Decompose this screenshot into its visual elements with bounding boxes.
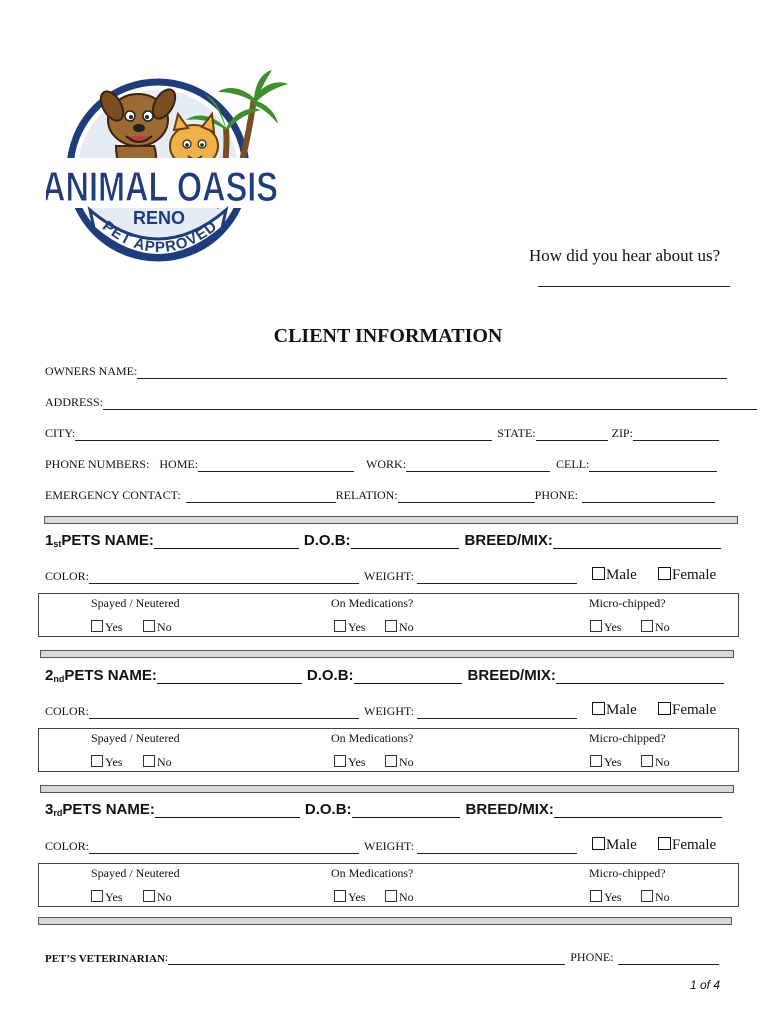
- female-checkbox-icon[interactable]: [658, 702, 671, 715]
- animal-oasis-logo: [46, 58, 296, 263]
- pet-2-header: [45, 667, 724, 684]
- pet-3-meds-no[interactable]: No: [385, 890, 414, 905]
- pet-3-breed-label: BREED/MIX:: [465, 801, 554, 818]
- state-label: STATE:: [497, 426, 536, 440]
- checkbox-icon[interactable]: [641, 620, 653, 632]
- zip-field[interactable]: [633, 428, 719, 441]
- pet-1-meds-yes[interactable]: Yes: [334, 620, 365, 635]
- veterinarian-row: [45, 950, 719, 965]
- veterinarian-colon: :: [164, 950, 169, 964]
- checkbox-icon[interactable]: [91, 890, 103, 902]
- section-divider: [44, 516, 738, 524]
- pet-1-microchip-label: Micro-chipped?: [589, 596, 666, 610]
- emergency-phone-field[interactable]: [582, 490, 715, 503]
- pet-1-weight-field[interactable]: [417, 571, 577, 584]
- pet-3-weight-field[interactable]: [417, 841, 577, 854]
- pet-3-color-row: [45, 839, 577, 854]
- emergency-contact-field[interactable]: [186, 490, 336, 503]
- pet-3-name-label: PETS NAME:: [62, 801, 155, 818]
- veterinarian-field[interactable]: [168, 952, 565, 965]
- pet-3-weight-label: WEIGHT:: [364, 839, 415, 853]
- pet-2-medications-label: On Medications?: [331, 731, 414, 745]
- pet-3-microchip-label: Micro-chipped?: [589, 866, 666, 880]
- pet-1-spayed-label: Spayed / Neutered: [91, 596, 180, 610]
- pet-2-weight-field[interactable]: [417, 706, 577, 719]
- pet-2-male-option[interactable]: [592, 702, 637, 719]
- work-phone-field[interactable]: [406, 459, 550, 472]
- pet-1-male-option[interactable]: [592, 567, 637, 584]
- pet-2-name-field[interactable]: [157, 669, 302, 684]
- address-field[interactable]: [103, 397, 757, 410]
- pet-2-dob-label: D.O.B:: [306, 667, 354, 684]
- pet-1-ordinal-suffix: st: [53, 539, 62, 549]
- pet-2-meds-no[interactable]: No: [385, 755, 414, 770]
- pet-1-spayed-no[interactable]: No: [143, 620, 172, 635]
- veterinarian-phone-label: PHONE:: [570, 950, 614, 964]
- pet-3-spayed-label: Spayed / Neutered: [91, 866, 180, 880]
- checkbox-icon[interactable]: [590, 620, 602, 632]
- pet-1-color-field[interactable]: [89, 571, 359, 584]
- checkbox-icon[interactable]: [641, 755, 653, 767]
- pet-2-ordinal-suffix: nd: [53, 674, 65, 684]
- pet-1-weight-label: WEIGHT:: [364, 569, 415, 583]
- relation-label: RELATION:: [335, 488, 398, 502]
- work-label: WORK:: [366, 457, 407, 471]
- pet-1-header: [45, 532, 721, 549]
- veterinarian-phone-field[interactable]: [618, 952, 719, 965]
- pet-3-ordinal: 3: [45, 801, 54, 818]
- hear-about-answer-line[interactable]: [538, 270, 730, 287]
- pet-3-color-label: COLOR:: [45, 839, 90, 853]
- section-divider: [40, 785, 734, 793]
- relation-field[interactable]: [398, 490, 535, 503]
- checkbox-icon[interactable]: [143, 755, 155, 767]
- cell-phone-field[interactable]: [589, 459, 717, 472]
- pet-1-dob-field[interactable]: [351, 534, 459, 549]
- male-label: Male: [606, 567, 637, 583]
- female-checkbox-icon[interactable]: [658, 567, 671, 580]
- checkbox-icon[interactable]: [91, 755, 103, 767]
- pet-1-female-option[interactable]: [658, 567, 716, 584]
- checkbox-icon[interactable]: [590, 755, 602, 767]
- checkbox-icon[interactable]: [334, 620, 346, 632]
- female-label: Female: [672, 567, 717, 583]
- pet-3-dob-field[interactable]: [352, 803, 460, 818]
- pet-1-name-label: PETS NAME:: [61, 532, 154, 549]
- checkbox-icon[interactable]: [334, 890, 346, 902]
- pet-3-dob-label: D.O.B:: [304, 801, 352, 818]
- female-label: Female: [672, 837, 717, 853]
- male-label: Male: [606, 702, 637, 718]
- emergency-phone-label: PHONE:: [534, 488, 579, 502]
- pet-2-name-label: PETS NAME:: [64, 667, 157, 684]
- checkbox-icon[interactable]: [385, 755, 397, 767]
- checkbox-icon[interactable]: [143, 620, 155, 632]
- pet-1-dob-label: D.O.B:: [303, 532, 351, 549]
- checkbox-icon[interactable]: [385, 620, 397, 632]
- pet-1-chip-yes[interactable]: Yes: [590, 620, 621, 635]
- address-label: ADDRESS:: [45, 395, 104, 409]
- male-checkbox-icon[interactable]: [592, 702, 605, 715]
- checkbox-icon[interactable]: [143, 890, 155, 902]
- checkbox-icon[interactable]: [590, 890, 602, 902]
- pet-3-meds-yes[interactable]: Yes: [334, 890, 365, 905]
- home-phone-field[interactable]: [198, 459, 354, 472]
- home-label: HOME:: [159, 457, 199, 471]
- pet-2-ordinal: 2: [45, 667, 54, 684]
- logo-tagline-text: PET APPROVED: [99, 217, 221, 257]
- pet-3-female-option[interactable]: [658, 837, 716, 854]
- pet-2-spayed-yes[interactable]: Yes: [91, 755, 122, 770]
- pet-2-breed-label: BREED/MIX:: [467, 667, 556, 684]
- section-divider: [38, 917, 732, 925]
- logo-city-text: RENO: [132, 208, 186, 228]
- pet-2-spayed-label: Spayed / Neutered: [91, 731, 180, 745]
- city-label: CITY:: [45, 426, 76, 440]
- pet-1-color-label: COLOR:: [45, 569, 90, 583]
- pet-3-chip-yes[interactable]: Yes: [590, 890, 621, 905]
- pet-2-breed-field[interactable]: [556, 669, 724, 684]
- pet-1-breed-label: BREED/MIX:: [464, 532, 553, 549]
- male-checkbox-icon[interactable]: [592, 567, 605, 580]
- phone-numbers-row: [45, 457, 717, 472]
- checkbox-icon[interactable]: [641, 890, 653, 902]
- emergency-contact-row: [45, 488, 715, 503]
- female-label: Female: [672, 702, 717, 718]
- pet-2-chip-no[interactable]: No: [641, 755, 670, 770]
- emergency-contact-label: EMERGENCY CONTACT:: [45, 488, 181, 502]
- checkbox-icon[interactable]: [334, 755, 346, 767]
- address-row: [45, 395, 757, 410]
- pet-1-chip-no[interactable]: No: [641, 620, 670, 635]
- zip-label: ZIP:: [611, 426, 633, 440]
- cell-label: CELL:: [556, 457, 590, 471]
- pet-1-meds-no[interactable]: No: [385, 620, 414, 635]
- pet-2-spayed-no[interactable]: No: [143, 755, 172, 770]
- pet-1-color-row: [45, 569, 577, 584]
- female-checkbox-icon[interactable]: [658, 837, 671, 850]
- pet-2-weight-label: WEIGHT:: [364, 704, 415, 718]
- page-title: CLIENT INFORMATION: [273, 325, 503, 347]
- pet-2-color-label: COLOR:: [45, 704, 90, 718]
- pet-3-spayed-no[interactable]: No: [143, 890, 172, 905]
- state-field[interactable]: [536, 428, 608, 441]
- city-field[interactable]: [75, 428, 492, 441]
- pet-2-meds-yes[interactable]: Yes: [334, 755, 365, 770]
- pet-1-spayed-yes[interactable]: Yes: [91, 620, 122, 635]
- pet-3-breed-field[interactable]: [554, 803, 722, 818]
- pet-3-spayed-yes[interactable]: Yes: [91, 890, 122, 905]
- pet-3-color-field[interactable]: [89, 841, 359, 854]
- pet-1-medications-label: On Medications?: [331, 596, 414, 610]
- pet-3-header: [45, 801, 722, 818]
- pet-3-ordinal-suffix: rd: [53, 808, 63, 818]
- pet-2-chip-yes[interactable]: Yes: [590, 755, 621, 770]
- male-checkbox-icon[interactable]: [592, 837, 605, 850]
- pet-3-name-field[interactable]: [155, 803, 300, 818]
- veterinarian-label: PET’S VETERINARIAN: [45, 953, 165, 965]
- pet-2-female-option[interactable]: [658, 702, 716, 719]
- pet-3-chip-no[interactable]: No: [641, 890, 670, 905]
- owners-name-row: [45, 364, 727, 379]
- pet-1-ordinal: 1: [45, 532, 54, 549]
- pet-2-color-row: [45, 704, 577, 719]
- pet-1-name-field[interactable]: [154, 534, 299, 549]
- owners-name-field[interactable]: [137, 366, 727, 379]
- owners-name-label: OWNERS NAME:: [45, 364, 138, 378]
- city-row: [45, 426, 719, 441]
- pet-2-microchip-label: Micro-chipped?: [589, 731, 666, 745]
- hear-about-question: How did you hear about us?: [529, 246, 721, 265]
- pet-2-color-field[interactable]: [89, 706, 359, 719]
- logo-brand-text: ANIMAL OASIS: [46, 163, 278, 210]
- checkbox-icon[interactable]: [385, 890, 397, 902]
- section-divider: [40, 650, 734, 658]
- pet-1-breed-field[interactable]: [553, 534, 721, 549]
- male-label: Male: [606, 837, 637, 853]
- checkbox-icon[interactable]: [91, 620, 103, 632]
- page-number: 1 of 4: [690, 978, 721, 992]
- pet-3-medications-label: On Medications?: [331, 866, 414, 880]
- pet-2-dob-field[interactable]: [354, 669, 462, 684]
- phone-numbers-label: PHONE NUMBERS:: [45, 457, 150, 471]
- pet-3-male-option[interactable]: [592, 837, 637, 854]
